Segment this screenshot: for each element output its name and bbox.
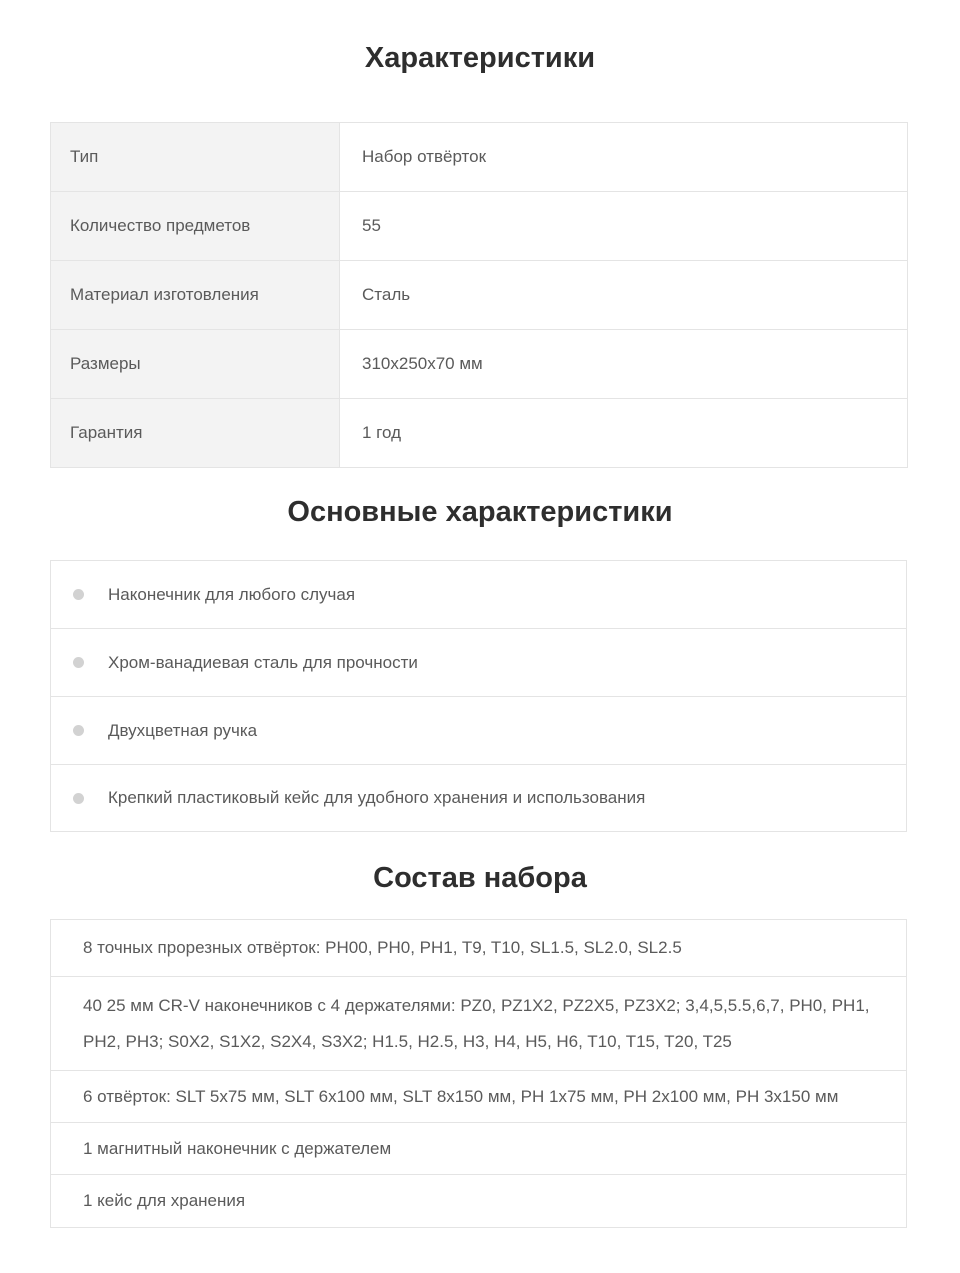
specs-heading: Характеристики: [364, 42, 596, 74]
table-row: [51, 1071, 906, 1123]
kit-contents-heading: Состав набора: [373, 862, 587, 894]
spec-label: Размеры: [51, 330, 340, 398]
table-row: [51, 977, 906, 1071]
spec-value: 310х250х70 мм: [362, 354, 483, 373]
spec-row-dimensions: [51, 330, 907, 399]
spec-value: Сталь: [362, 285, 411, 304]
table-row: [51, 1123, 906, 1175]
kit-item-text: 1 магнитный наконечник с держателем: [83, 1138, 392, 1158]
spec-row-warranty: [51, 399, 907, 467]
kit-item-text: 8 точных прорезных отвёрток: PH00, PH0, PH1, T9, T10, SL1.5, SL2.0, SL2.5: [83, 938, 682, 957]
spec-label: Количество предметов: [51, 192, 340, 260]
bullet-dot-icon: [73, 589, 84, 600]
list-item: [51, 561, 906, 629]
spec-row-type: [51, 123, 907, 192]
spec-value: 1 год: [362, 423, 402, 442]
kit-item-text: 1 кейс для хранения: [83, 1191, 246, 1210]
bullet-dot-icon: [73, 793, 84, 804]
list-item: [51, 765, 906, 831]
spec-value: 55: [362, 216, 381, 235]
table-row: [51, 920, 906, 977]
spec-value: Набор отвёрток: [362, 147, 487, 166]
spec-label: Гарантия: [51, 399, 340, 467]
bullet-dot-icon: [73, 725, 84, 736]
table-row: [51, 1175, 906, 1227]
spec-label: Тип: [51, 123, 340, 191]
bullet-dot-icon: [73, 657, 84, 668]
kit-item-text: 40 25 мм CR-V наконечников с 4 держателями: PZ0, PZ1X2, PZ2X5, PZ3X2; 3,4,5,5.5,6,7, PH0, PH1, PH2, PH3; S0X2, S1X2, S2X4, S3X2; H1.5, H2.5, H3, H4, H5, H6, T10, T15, T20, T25: [83, 995, 870, 1051]
specs-table: [50, 122, 908, 468]
list-item: [51, 629, 906, 697]
feature-text: Крепкий пластиковый кейс для удобного хранения и использования: [108, 788, 646, 807]
feature-text: Двухцветная ручка: [108, 720, 258, 740]
spec-row-material: [51, 261, 907, 330]
list-item: [51, 697, 906, 765]
kit-contents-table: [50, 919, 907, 1228]
spec-label: Материал изготовления: [51, 261, 340, 329]
features-list: [50, 560, 907, 832]
main-features-heading: Основные характеристики: [287, 496, 673, 528]
feature-text: Хром-ванадиевая сталь для прочности: [108, 652, 418, 672]
kit-item-text: 6 отвёрток: SLT 5х75 мм, SLT 6х100 мм, SLT 8х150 мм, PH 1х75 мм, PH 2х100 мм, PH 3х150 мм: [83, 1086, 839, 1106]
spec-row-quantity: [51, 192, 907, 261]
feature-text: Наконечник для любого случая: [108, 584, 356, 604]
